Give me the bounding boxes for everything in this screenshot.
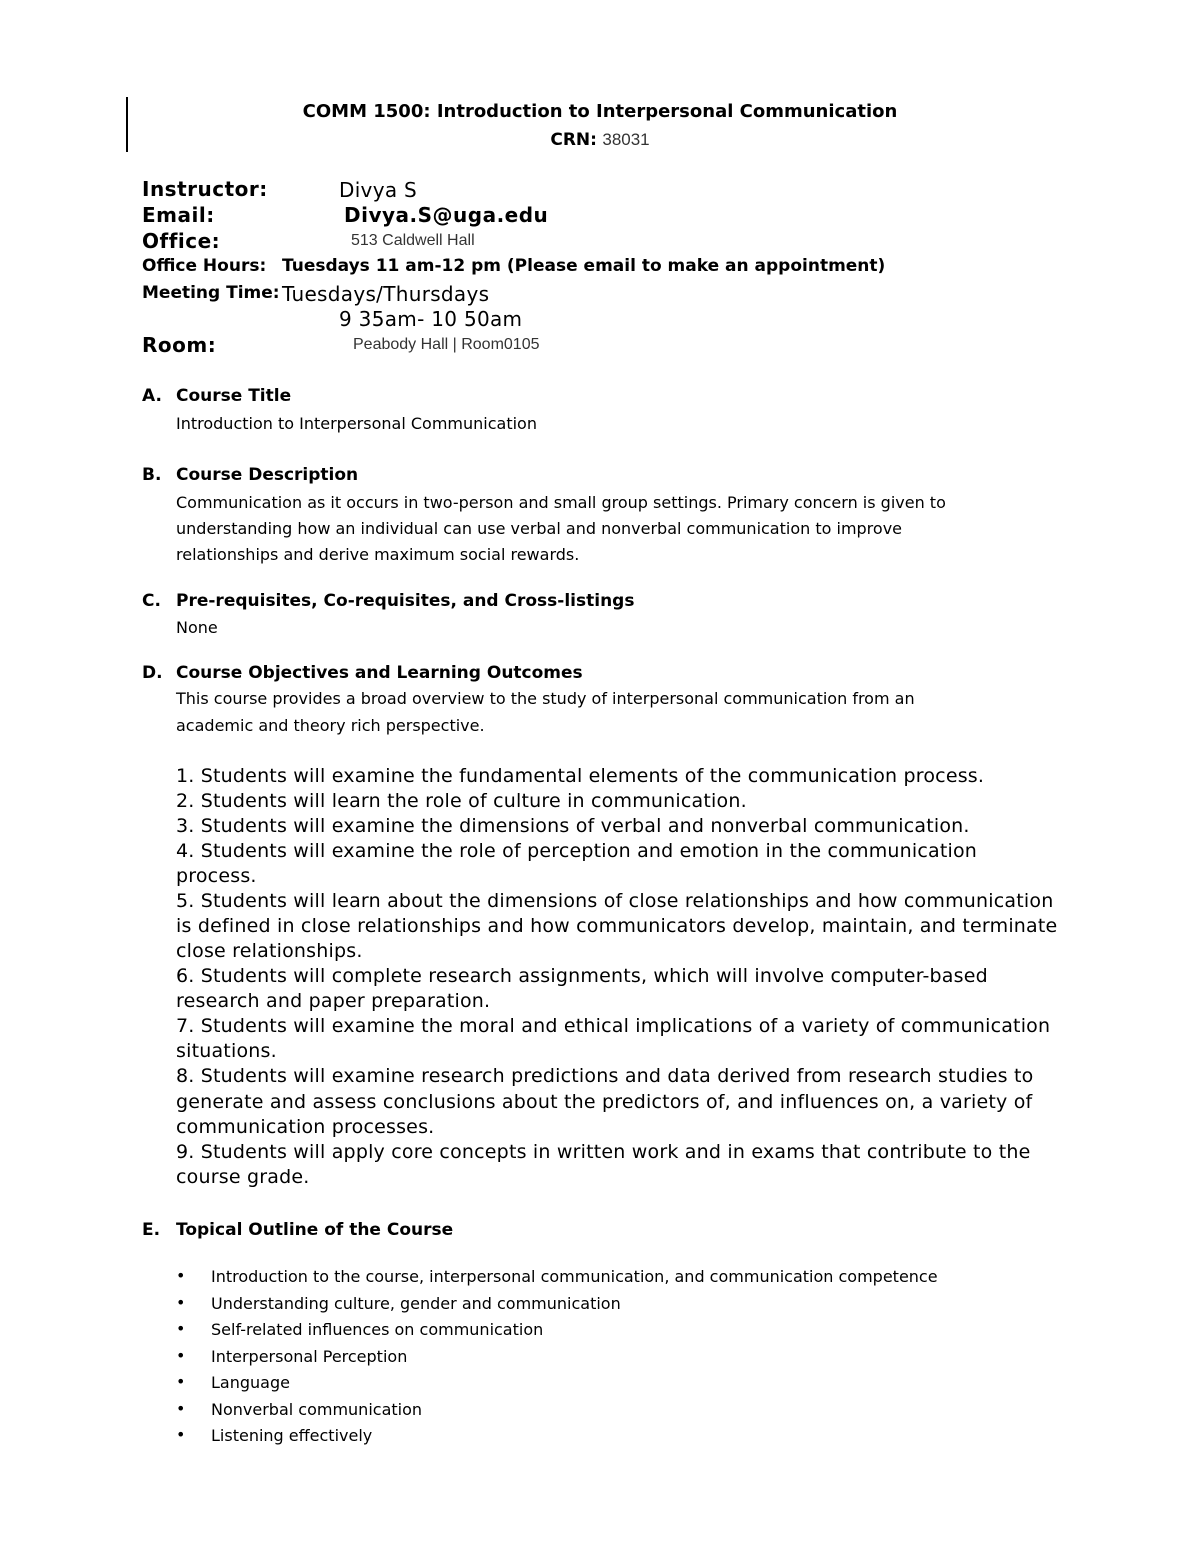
meeting-days-value: Tuesdays/Thursdays: [282, 282, 490, 306]
outcome-line: situations.: [176, 1040, 277, 1062]
outcome-line: 8. Students will examine research predictions and data derived from research studies to: [176, 1065, 1034, 1087]
meeting-time-value: 9 35am- 10 50am: [339, 307, 523, 331]
outcome-line: is defined in close relationships and how communicators develop, maintain, and terminate: [176, 915, 1058, 937]
section-b-letter: B.: [142, 465, 162, 485]
section-e-letter: E.: [142, 1220, 161, 1240]
section-a-letter: A.: [142, 386, 162, 406]
topic-item: Introduction to the course, interpersonal communication, and communication competence: [211, 1267, 938, 1286]
crn-value: 38031: [602, 130, 650, 149]
section-d-heading: Course Objectives and Learning Outcomes: [176, 663, 583, 683]
section-c-letter: C.: [142, 591, 161, 611]
section-d-body-line: This course provides a broad overview to the study of interpersonal communication from an: [176, 689, 915, 708]
course-title: COMM 1500: Introduction to Interpersonal Communication: [302, 101, 898, 122]
outcome-line: close relationships.: [176, 940, 363, 962]
crn-label: CRN:: [550, 130, 597, 150]
bullet-icon: •: [176, 1319, 186, 1338]
bullet-icon: •: [176, 1372, 186, 1391]
outcome-line: 2. Students will learn the role of culture in communication.: [176, 790, 747, 812]
topic-item: Understanding culture, gender and communication: [211, 1294, 621, 1313]
outcome-line: communication processes.: [176, 1116, 435, 1138]
office-hours-value: Tuesdays 11 am-12 pm (Please email to make an appointment): [282, 256, 886, 276]
bullet-icon: •: [176, 1399, 186, 1418]
instructor-value: Divya S: [339, 178, 418, 202]
outcome-line: 9. Students will apply core concepts in written work and in exams that contribute to the: [176, 1141, 1031, 1163]
outcome-line: 4. Students will examine the role of perception and emotion in the communication: [176, 840, 978, 862]
bullet-icon: •: [176, 1425, 186, 1444]
bullet-icon: •: [176, 1346, 186, 1365]
section-d-letter: D.: [142, 663, 163, 683]
section-a-heading: Course Title: [176, 386, 292, 406]
office-hours-label: Office Hours:: [142, 256, 267, 276]
section-b-body-line: Communication as it occurs in two-person and small group settings. Primary concern is given to: [176, 493, 946, 512]
meeting-time-label: Meeting Time:: [142, 283, 280, 303]
office-label: Office:: [142, 229, 221, 253]
section-c-body: None: [176, 618, 218, 637]
outcome-line: process.: [176, 865, 257, 887]
instructor-label: Instructor:: [142, 177, 268, 201]
topic-item: Nonverbal communication: [211, 1400, 423, 1419]
outcome-line: generate and assess conclusions about the predictors of, and influences on, a variety of: [176, 1091, 1033, 1113]
outcome-line: 5. Students will learn about the dimensions of close relationships and how communication: [176, 890, 1054, 912]
office-value: 513 Caldwell Hall: [351, 232, 475, 249]
topic-item: Language: [211, 1373, 290, 1392]
section-b-body-line: relationships and derive maximum social rewards.: [176, 545, 580, 564]
outcome-line: course grade.: [176, 1166, 310, 1188]
room-value: Peabody Hall | Room0105: [353, 336, 540, 353]
topic-item: Self-related influences on communication: [211, 1320, 544, 1339]
room-label: Room:: [142, 333, 217, 357]
topic-item: Interpersonal Perception: [211, 1347, 408, 1366]
outcome-line: 3. Students will examine the dimensions of verbal and nonverbal communication.: [176, 815, 970, 837]
outcome-line: 1. Students will examine the fundamental elements of the communication process.: [176, 765, 985, 787]
topic-item: Listening effectively: [211, 1426, 373, 1445]
outcome-line: 6. Students will complete research assignments, which will involve computer-based: [176, 965, 988, 987]
crn-line: [0, 130, 1200, 150]
section-b-heading: Course Description: [176, 465, 359, 485]
bullet-icon: •: [176, 1266, 186, 1285]
section-c-heading: Pre-requisites, Co-requisites, and Cross-listings: [176, 591, 635, 611]
bullet-icon: •: [176, 1293, 186, 1312]
email-value: Divya.S@uga.edu: [344, 203, 549, 227]
outcome-line: 7. Students will examine the moral and ethical implications of a variety of communication: [176, 1015, 1051, 1037]
section-a-body: Introduction to Interpersonal Communication: [176, 414, 537, 433]
email-label: Email:: [142, 203, 215, 227]
section-d-body-line: academic and theory rich perspective.: [176, 716, 485, 735]
section-e-heading: Topical Outline of the Course: [176, 1220, 454, 1240]
outcome-line: research and paper preparation.: [176, 990, 491, 1012]
section-b-body-line: understanding how an individual can use verbal and nonverbal communication to improve: [176, 519, 903, 538]
